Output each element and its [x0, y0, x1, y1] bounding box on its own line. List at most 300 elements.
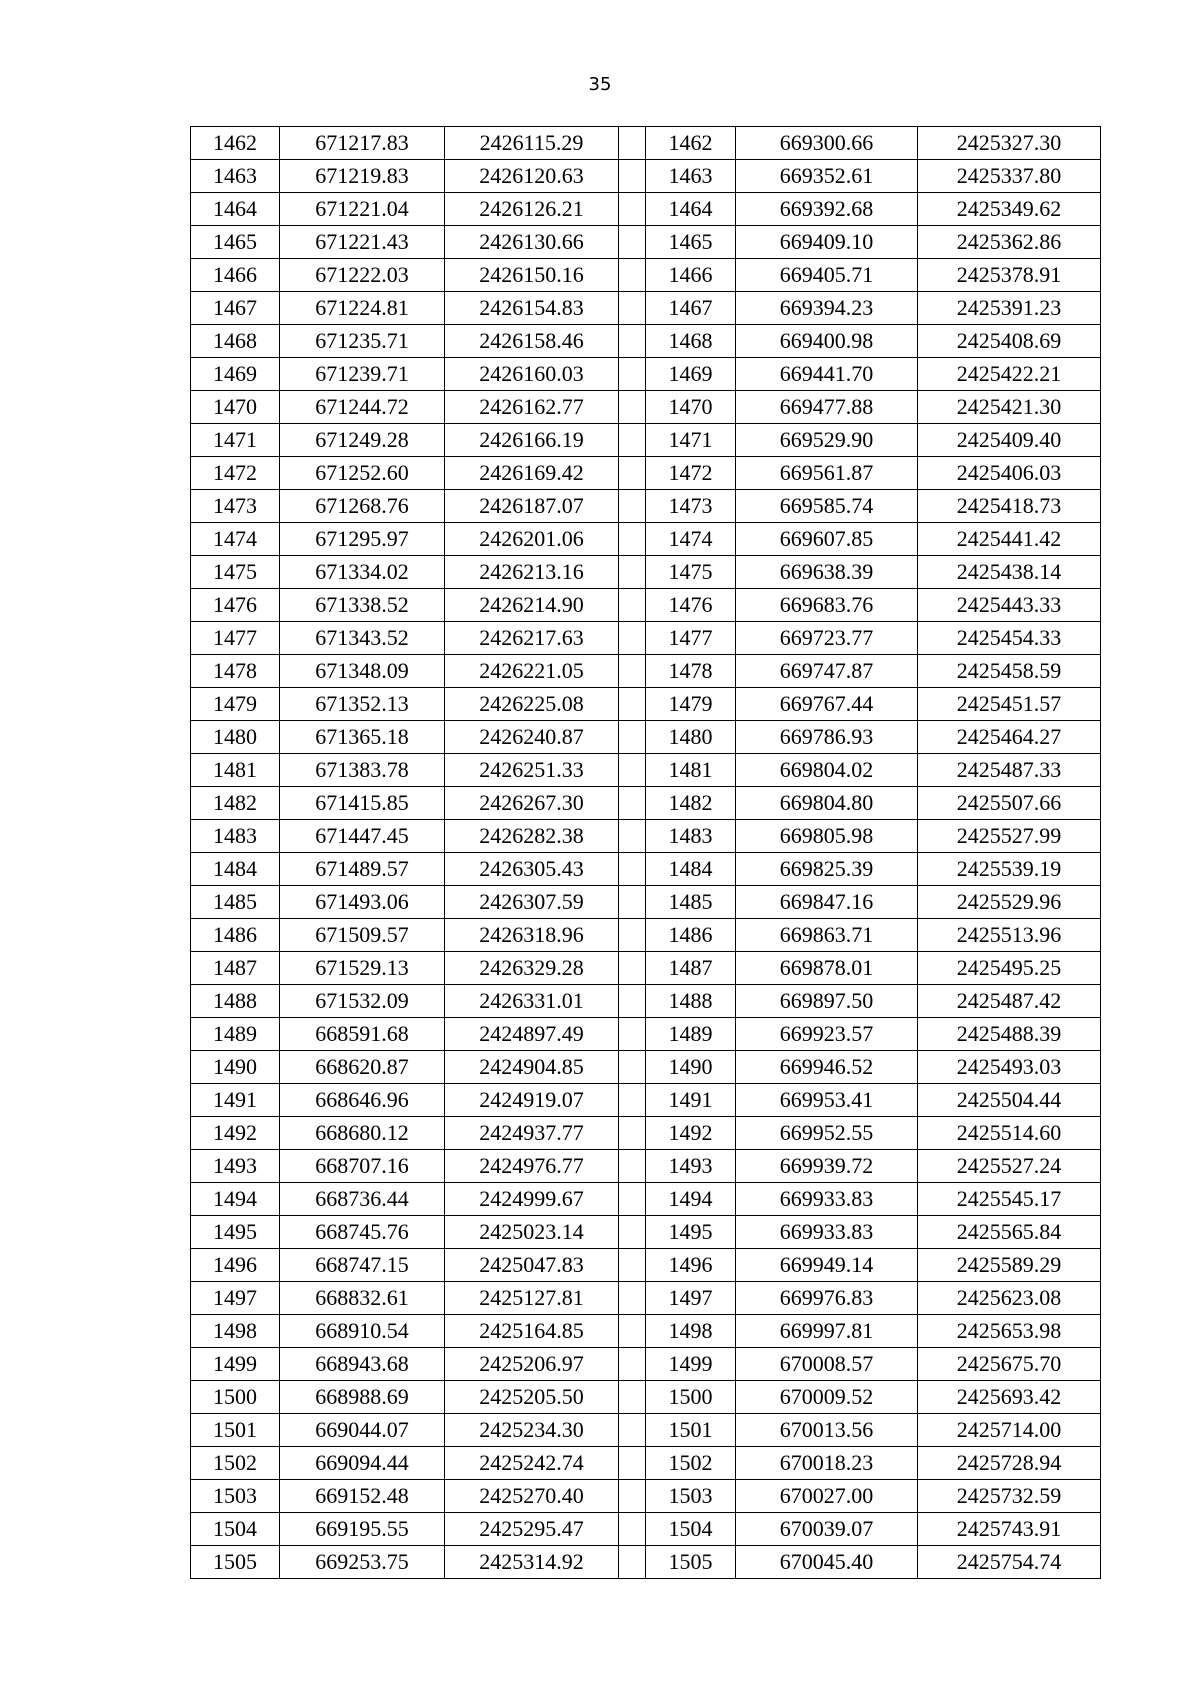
right-x-coordinate-cell: 669409.10 — [736, 226, 918, 259]
table-row — [191, 886, 1101, 919]
right-point-id-cell: 1486 — [646, 919, 736, 952]
left-point-id-cell: 1504 — [191, 1513, 280, 1546]
left-point-id-cell: 1499 — [191, 1348, 280, 1381]
right-x-coordinate-cell: 670013.56 — [736, 1414, 918, 1447]
table-row — [191, 1084, 1101, 1117]
column-spacer-cell — [619, 1051, 646, 1084]
table-row — [191, 457, 1101, 490]
right-point-id-cell: 1480 — [646, 721, 736, 754]
left-point-id-cell: 1476 — [191, 589, 280, 622]
left-point-id-cell: 1474 — [191, 523, 280, 556]
table-row — [191, 655, 1101, 688]
right-point-id-cell: 1467 — [646, 292, 736, 325]
column-spacer-cell — [619, 952, 646, 985]
table-row — [191, 853, 1101, 886]
right-point-id-cell: 1465 — [646, 226, 736, 259]
left-x-coordinate-cell: 671338.52 — [280, 589, 445, 622]
right-point-id-cell: 1464 — [646, 193, 736, 226]
left-y-coordinate-cell: 2425314.92 — [445, 1546, 619, 1579]
column-spacer-cell — [619, 919, 646, 952]
right-x-coordinate-cell: 669747.87 — [736, 655, 918, 688]
right-x-coordinate-cell: 669585.74 — [736, 490, 918, 523]
right-y-coordinate-cell: 2425675.70 — [918, 1348, 1101, 1381]
right-point-id-cell: 1495 — [646, 1216, 736, 1249]
table-row — [191, 1249, 1101, 1282]
left-x-coordinate-cell: 671222.03 — [280, 259, 445, 292]
left-y-coordinate-cell: 2426240.87 — [445, 721, 619, 754]
left-y-coordinate-cell: 2426217.63 — [445, 622, 619, 655]
left-x-coordinate-cell: 668832.61 — [280, 1282, 445, 1315]
left-point-id-cell: 1482 — [191, 787, 280, 820]
column-spacer-cell — [619, 127, 646, 160]
right-y-coordinate-cell: 2425743.91 — [918, 1513, 1101, 1546]
right-y-coordinate-cell: 2425754.74 — [918, 1546, 1101, 1579]
left-point-id-cell: 1478 — [191, 655, 280, 688]
right-point-id-cell: 1490 — [646, 1051, 736, 1084]
right-x-coordinate-cell: 669976.83 — [736, 1282, 918, 1315]
column-spacer-cell — [619, 1282, 646, 1315]
table-row — [191, 358, 1101, 391]
left-y-coordinate-cell: 2426158.46 — [445, 325, 619, 358]
column-spacer-cell — [619, 589, 646, 622]
left-point-id-cell: 1479 — [191, 688, 280, 721]
table-row — [191, 952, 1101, 985]
right-y-coordinate-cell: 2425327.30 — [918, 127, 1101, 160]
right-point-id-cell: 1463 — [646, 160, 736, 193]
left-x-coordinate-cell: 671252.60 — [280, 457, 445, 490]
right-x-coordinate-cell: 669529.90 — [736, 424, 918, 457]
right-x-coordinate-cell: 669933.83 — [736, 1216, 918, 1249]
left-x-coordinate-cell: 671383.78 — [280, 754, 445, 787]
right-point-id-cell: 1500 — [646, 1381, 736, 1414]
left-point-id-cell: 1480 — [191, 721, 280, 754]
left-y-coordinate-cell: 2426221.05 — [445, 655, 619, 688]
left-y-coordinate-cell: 2425205.50 — [445, 1381, 619, 1414]
left-y-coordinate-cell: 2425023.14 — [445, 1216, 619, 1249]
right-x-coordinate-cell: 669878.01 — [736, 952, 918, 985]
left-point-id-cell: 1470 — [191, 391, 280, 424]
table-row — [191, 1018, 1101, 1051]
left-x-coordinate-cell: 671343.52 — [280, 622, 445, 655]
right-point-id-cell: 1497 — [646, 1282, 736, 1315]
table-row — [191, 226, 1101, 259]
left-y-coordinate-cell: 2426282.38 — [445, 820, 619, 853]
left-point-id-cell: 1492 — [191, 1117, 280, 1150]
left-y-coordinate-cell: 2426329.28 — [445, 952, 619, 985]
right-x-coordinate-cell: 669804.02 — [736, 754, 918, 787]
left-point-id-cell: 1505 — [191, 1546, 280, 1579]
column-spacer-cell — [619, 721, 646, 754]
right-point-id-cell: 1466 — [646, 259, 736, 292]
column-spacer-cell — [619, 1084, 646, 1117]
table-row — [191, 1150, 1101, 1183]
left-x-coordinate-cell: 668745.76 — [280, 1216, 445, 1249]
left-y-coordinate-cell: 2425164.85 — [445, 1315, 619, 1348]
table-row — [191, 193, 1101, 226]
left-point-id-cell: 1473 — [191, 490, 280, 523]
right-point-id-cell: 1477 — [646, 622, 736, 655]
left-x-coordinate-cell: 671365.18 — [280, 721, 445, 754]
left-point-id-cell: 1484 — [191, 853, 280, 886]
right-y-coordinate-cell: 2425458.59 — [918, 655, 1101, 688]
right-y-coordinate-cell: 2425693.42 — [918, 1381, 1101, 1414]
left-point-id-cell: 1495 — [191, 1216, 280, 1249]
right-x-coordinate-cell: 670027.00 — [736, 1480, 918, 1513]
column-spacer-cell — [619, 1249, 646, 1282]
column-spacer-cell — [619, 490, 646, 523]
left-y-coordinate-cell: 2424904.85 — [445, 1051, 619, 1084]
right-point-id-cell: 1492 — [646, 1117, 736, 1150]
column-spacer-cell — [619, 193, 646, 226]
right-x-coordinate-cell: 669394.23 — [736, 292, 918, 325]
table-row — [191, 1216, 1101, 1249]
right-point-id-cell: 1482 — [646, 787, 736, 820]
table-row — [191, 1447, 1101, 1480]
column-spacer-cell — [619, 292, 646, 325]
right-y-coordinate-cell: 2425493.03 — [918, 1051, 1101, 1084]
left-y-coordinate-cell: 2425206.97 — [445, 1348, 619, 1381]
left-point-id-cell: 1488 — [191, 985, 280, 1018]
right-y-coordinate-cell: 2425391.23 — [918, 292, 1101, 325]
left-y-coordinate-cell: 2424976.77 — [445, 1150, 619, 1183]
column-spacer-cell — [619, 886, 646, 919]
right-point-id-cell: 1498 — [646, 1315, 736, 1348]
left-y-coordinate-cell: 2425242.74 — [445, 1447, 619, 1480]
right-point-id-cell: 1496 — [646, 1249, 736, 1282]
right-x-coordinate-cell: 669441.70 — [736, 358, 918, 391]
left-point-id-cell: 1483 — [191, 820, 280, 853]
table-row — [191, 1348, 1101, 1381]
left-point-id-cell: 1464 — [191, 193, 280, 226]
table-row — [191, 622, 1101, 655]
right-x-coordinate-cell: 670039.07 — [736, 1513, 918, 1546]
left-x-coordinate-cell: 671348.09 — [280, 655, 445, 688]
right-x-coordinate-cell: 669952.55 — [736, 1117, 918, 1150]
right-y-coordinate-cell: 2425527.24 — [918, 1150, 1101, 1183]
left-x-coordinate-cell: 671489.57 — [280, 853, 445, 886]
left-x-coordinate-cell: 671249.28 — [280, 424, 445, 457]
right-x-coordinate-cell: 669786.93 — [736, 721, 918, 754]
right-point-id-cell: 1478 — [646, 655, 736, 688]
right-y-coordinate-cell: 2425653.98 — [918, 1315, 1101, 1348]
page-number: 35 — [588, 74, 612, 95]
right-x-coordinate-cell: 669847.16 — [736, 886, 918, 919]
right-x-coordinate-cell: 669949.14 — [736, 1249, 918, 1282]
right-point-id-cell: 1470 — [646, 391, 736, 424]
right-y-coordinate-cell: 2425406.03 — [918, 457, 1101, 490]
left-point-id-cell: 1466 — [191, 259, 280, 292]
column-spacer-cell — [619, 1150, 646, 1183]
column-spacer-cell — [619, 787, 646, 820]
right-y-coordinate-cell: 2425441.42 — [918, 523, 1101, 556]
right-point-id-cell: 1481 — [646, 754, 736, 787]
left-y-coordinate-cell: 2426225.08 — [445, 688, 619, 721]
right-point-id-cell: 1487 — [646, 952, 736, 985]
left-x-coordinate-cell: 671352.13 — [280, 688, 445, 721]
right-y-coordinate-cell: 2425454.33 — [918, 622, 1101, 655]
left-point-id-cell: 1500 — [191, 1381, 280, 1414]
left-x-coordinate-cell: 671239.71 — [280, 358, 445, 391]
table-row — [191, 1282, 1101, 1315]
table-row — [191, 787, 1101, 820]
right-y-coordinate-cell: 2425714.00 — [918, 1414, 1101, 1447]
right-point-id-cell: 1475 — [646, 556, 736, 589]
right-point-id-cell: 1484 — [646, 853, 736, 886]
right-y-coordinate-cell: 2425451.57 — [918, 688, 1101, 721]
left-y-coordinate-cell: 2426251.33 — [445, 754, 619, 787]
right-x-coordinate-cell: 669933.83 — [736, 1183, 918, 1216]
left-point-id-cell: 1468 — [191, 325, 280, 358]
left-x-coordinate-cell: 668747.15 — [280, 1249, 445, 1282]
left-point-id-cell: 1486 — [191, 919, 280, 952]
right-x-coordinate-cell: 669897.50 — [736, 985, 918, 1018]
right-y-coordinate-cell: 2425565.84 — [918, 1216, 1101, 1249]
left-y-coordinate-cell: 2424999.67 — [445, 1183, 619, 1216]
left-point-id-cell: 1487 — [191, 952, 280, 985]
table-row — [191, 292, 1101, 325]
right-point-id-cell: 1469 — [646, 358, 736, 391]
table-row — [191, 721, 1101, 754]
left-x-coordinate-cell: 668680.12 — [280, 1117, 445, 1150]
left-point-id-cell: 1462 — [191, 127, 280, 160]
right-y-coordinate-cell: 2425487.42 — [918, 985, 1101, 1018]
right-x-coordinate-cell: 669923.57 — [736, 1018, 918, 1051]
right-x-coordinate-cell: 669638.39 — [736, 556, 918, 589]
right-x-coordinate-cell: 669723.77 — [736, 622, 918, 655]
right-x-coordinate-cell: 669300.66 — [736, 127, 918, 160]
left-y-coordinate-cell: 2425047.83 — [445, 1249, 619, 1282]
left-x-coordinate-cell: 668736.44 — [280, 1183, 445, 1216]
left-y-coordinate-cell: 2426318.96 — [445, 919, 619, 952]
right-y-coordinate-cell: 2425337.80 — [918, 160, 1101, 193]
left-y-coordinate-cell: 2426130.66 — [445, 226, 619, 259]
left-x-coordinate-cell: 671493.06 — [280, 886, 445, 919]
left-y-coordinate-cell: 2424897.49 — [445, 1018, 619, 1051]
table-row — [191, 490, 1101, 523]
right-x-coordinate-cell: 669953.41 — [736, 1084, 918, 1117]
right-y-coordinate-cell: 2425728.94 — [918, 1447, 1101, 1480]
right-x-coordinate-cell: 669939.72 — [736, 1150, 918, 1183]
right-point-id-cell: 1485 — [646, 886, 736, 919]
right-y-coordinate-cell: 2425362.86 — [918, 226, 1101, 259]
left-point-id-cell: 1496 — [191, 1249, 280, 1282]
left-point-id-cell: 1494 — [191, 1183, 280, 1216]
right-x-coordinate-cell: 669405.71 — [736, 259, 918, 292]
right-x-coordinate-cell: 669997.81 — [736, 1315, 918, 1348]
left-x-coordinate-cell: 671219.83 — [280, 160, 445, 193]
right-y-coordinate-cell: 2425408.69 — [918, 325, 1101, 358]
table-row — [191, 589, 1101, 622]
right-x-coordinate-cell: 670045.40 — [736, 1546, 918, 1579]
right-point-id-cell: 1468 — [646, 325, 736, 358]
column-spacer-cell — [619, 1315, 646, 1348]
right-y-coordinate-cell: 2425527.99 — [918, 820, 1101, 853]
right-x-coordinate-cell: 669352.61 — [736, 160, 918, 193]
right-point-id-cell: 1491 — [646, 1084, 736, 1117]
right-x-coordinate-cell: 669805.98 — [736, 820, 918, 853]
table-row — [191, 391, 1101, 424]
left-point-id-cell: 1465 — [191, 226, 280, 259]
right-y-coordinate-cell: 2425539.19 — [918, 853, 1101, 886]
left-x-coordinate-cell: 669044.07 — [280, 1414, 445, 1447]
left-y-coordinate-cell: 2426267.30 — [445, 787, 619, 820]
table-row — [191, 820, 1101, 853]
right-y-coordinate-cell: 2425589.29 — [918, 1249, 1101, 1282]
left-x-coordinate-cell: 669152.48 — [280, 1480, 445, 1513]
left-point-id-cell: 1490 — [191, 1051, 280, 1084]
left-y-coordinate-cell: 2426115.29 — [445, 127, 619, 160]
column-spacer-cell — [619, 259, 646, 292]
right-x-coordinate-cell: 669804.80 — [736, 787, 918, 820]
left-point-id-cell: 1472 — [191, 457, 280, 490]
left-x-coordinate-cell: 669253.75 — [280, 1546, 445, 1579]
column-spacer-cell — [619, 226, 646, 259]
column-spacer-cell — [619, 160, 646, 193]
left-x-coordinate-cell: 671221.43 — [280, 226, 445, 259]
left-y-coordinate-cell: 2425127.81 — [445, 1282, 619, 1315]
right-point-id-cell: 1493 — [646, 1150, 736, 1183]
left-y-coordinate-cell: 2426154.83 — [445, 292, 619, 325]
left-y-coordinate-cell: 2425295.47 — [445, 1513, 619, 1546]
right-point-id-cell: 1473 — [646, 490, 736, 523]
left-x-coordinate-cell: 671268.76 — [280, 490, 445, 523]
table-row — [191, 424, 1101, 457]
left-point-id-cell: 1481 — [191, 754, 280, 787]
left-x-coordinate-cell: 668988.69 — [280, 1381, 445, 1414]
coordinates-table — [190, 126, 1101, 1579]
left-y-coordinate-cell: 2426160.03 — [445, 358, 619, 391]
column-spacer-cell — [619, 1183, 646, 1216]
column-spacer-cell — [619, 556, 646, 589]
table-row — [191, 160, 1101, 193]
left-x-coordinate-cell: 671447.45 — [280, 820, 445, 853]
table-row — [191, 1546, 1101, 1579]
right-point-id-cell: 1474 — [646, 523, 736, 556]
column-spacer-cell — [619, 1414, 646, 1447]
right-x-coordinate-cell: 669946.52 — [736, 1051, 918, 1084]
right-x-coordinate-cell: 670009.52 — [736, 1381, 918, 1414]
right-y-coordinate-cell: 2425495.25 — [918, 952, 1101, 985]
right-y-coordinate-cell: 2425487.33 — [918, 754, 1101, 787]
left-y-coordinate-cell: 2425270.40 — [445, 1480, 619, 1513]
column-spacer-cell — [619, 754, 646, 787]
table-row — [191, 1117, 1101, 1150]
right-point-id-cell: 1494 — [646, 1183, 736, 1216]
left-x-coordinate-cell: 668707.16 — [280, 1150, 445, 1183]
right-y-coordinate-cell: 2425422.21 — [918, 358, 1101, 391]
right-y-coordinate-cell: 2425409.40 — [918, 424, 1101, 457]
table-row — [191, 1315, 1101, 1348]
table-row — [191, 1480, 1101, 1513]
table-row — [191, 523, 1101, 556]
left-x-coordinate-cell: 668646.96 — [280, 1084, 445, 1117]
table-row — [191, 1513, 1101, 1546]
column-spacer-cell — [619, 655, 646, 688]
right-point-id-cell: 1505 — [646, 1546, 736, 1579]
right-point-id-cell: 1471 — [646, 424, 736, 457]
right-point-id-cell: 1488 — [646, 985, 736, 1018]
column-spacer-cell — [619, 1546, 646, 1579]
table-row — [191, 556, 1101, 589]
left-x-coordinate-cell: 671295.97 — [280, 523, 445, 556]
right-y-coordinate-cell: 2425514.60 — [918, 1117, 1101, 1150]
left-y-coordinate-cell: 2426166.19 — [445, 424, 619, 457]
left-x-coordinate-cell: 668943.68 — [280, 1348, 445, 1381]
left-x-coordinate-cell: 671415.85 — [280, 787, 445, 820]
column-spacer-cell — [619, 1480, 646, 1513]
left-point-id-cell: 1491 — [191, 1084, 280, 1117]
left-y-coordinate-cell: 2426162.77 — [445, 391, 619, 424]
left-point-id-cell: 1471 — [191, 424, 280, 457]
column-spacer-cell — [619, 1447, 646, 1480]
left-y-coordinate-cell: 2426331.01 — [445, 985, 619, 1018]
column-spacer-cell — [619, 1513, 646, 1546]
column-spacer-cell — [619, 358, 646, 391]
left-x-coordinate-cell: 671532.09 — [280, 985, 445, 1018]
column-spacer-cell — [619, 622, 646, 655]
left-point-id-cell: 1502 — [191, 1447, 280, 1480]
right-point-id-cell: 1504 — [646, 1513, 736, 1546]
left-y-coordinate-cell: 2424937.77 — [445, 1117, 619, 1150]
column-spacer-cell — [619, 1348, 646, 1381]
table-row — [191, 1183, 1101, 1216]
left-x-coordinate-cell: 671235.71 — [280, 325, 445, 358]
column-spacer-cell — [619, 1381, 646, 1414]
column-spacer-cell — [619, 1117, 646, 1150]
left-point-id-cell: 1477 — [191, 622, 280, 655]
table-row — [191, 259, 1101, 292]
left-x-coordinate-cell: 669195.55 — [280, 1513, 445, 1546]
right-x-coordinate-cell: 669683.76 — [736, 589, 918, 622]
right-y-coordinate-cell: 2425349.62 — [918, 193, 1101, 226]
right-x-coordinate-cell: 669863.71 — [736, 919, 918, 952]
right-point-id-cell: 1479 — [646, 688, 736, 721]
right-y-coordinate-cell: 2425378.91 — [918, 259, 1101, 292]
left-y-coordinate-cell: 2426169.42 — [445, 457, 619, 490]
left-point-id-cell: 1498 — [191, 1315, 280, 1348]
column-spacer-cell — [619, 457, 646, 490]
left-x-coordinate-cell: 668591.68 — [280, 1018, 445, 1051]
left-point-id-cell: 1485 — [191, 886, 280, 919]
right-point-id-cell: 1476 — [646, 589, 736, 622]
left-point-id-cell: 1475 — [191, 556, 280, 589]
right-x-coordinate-cell: 669561.87 — [736, 457, 918, 490]
table-row — [191, 1051, 1101, 1084]
left-point-id-cell: 1497 — [191, 1282, 280, 1315]
left-y-coordinate-cell: 2424919.07 — [445, 1084, 619, 1117]
right-y-coordinate-cell: 2425513.96 — [918, 919, 1101, 952]
right-x-coordinate-cell: 669825.39 — [736, 853, 918, 886]
right-x-coordinate-cell: 669392.68 — [736, 193, 918, 226]
left-x-coordinate-cell: 671244.72 — [280, 391, 445, 424]
left-point-id-cell: 1469 — [191, 358, 280, 391]
left-point-id-cell: 1493 — [191, 1150, 280, 1183]
right-point-id-cell: 1503 — [646, 1480, 736, 1513]
right-x-coordinate-cell: 670008.57 — [736, 1348, 918, 1381]
right-point-id-cell: 1501 — [646, 1414, 736, 1447]
left-point-id-cell: 1467 — [191, 292, 280, 325]
left-y-coordinate-cell: 2426150.16 — [445, 259, 619, 292]
column-spacer-cell — [619, 424, 646, 457]
table-row — [191, 754, 1101, 787]
table-row — [191, 1414, 1101, 1447]
column-spacer-cell — [619, 1018, 646, 1051]
left-x-coordinate-cell: 671529.13 — [280, 952, 445, 985]
left-x-coordinate-cell: 671221.04 — [280, 193, 445, 226]
right-y-coordinate-cell: 2425438.14 — [918, 556, 1101, 589]
right-point-id-cell: 1462 — [646, 127, 736, 160]
left-point-id-cell: 1501 — [191, 1414, 280, 1447]
